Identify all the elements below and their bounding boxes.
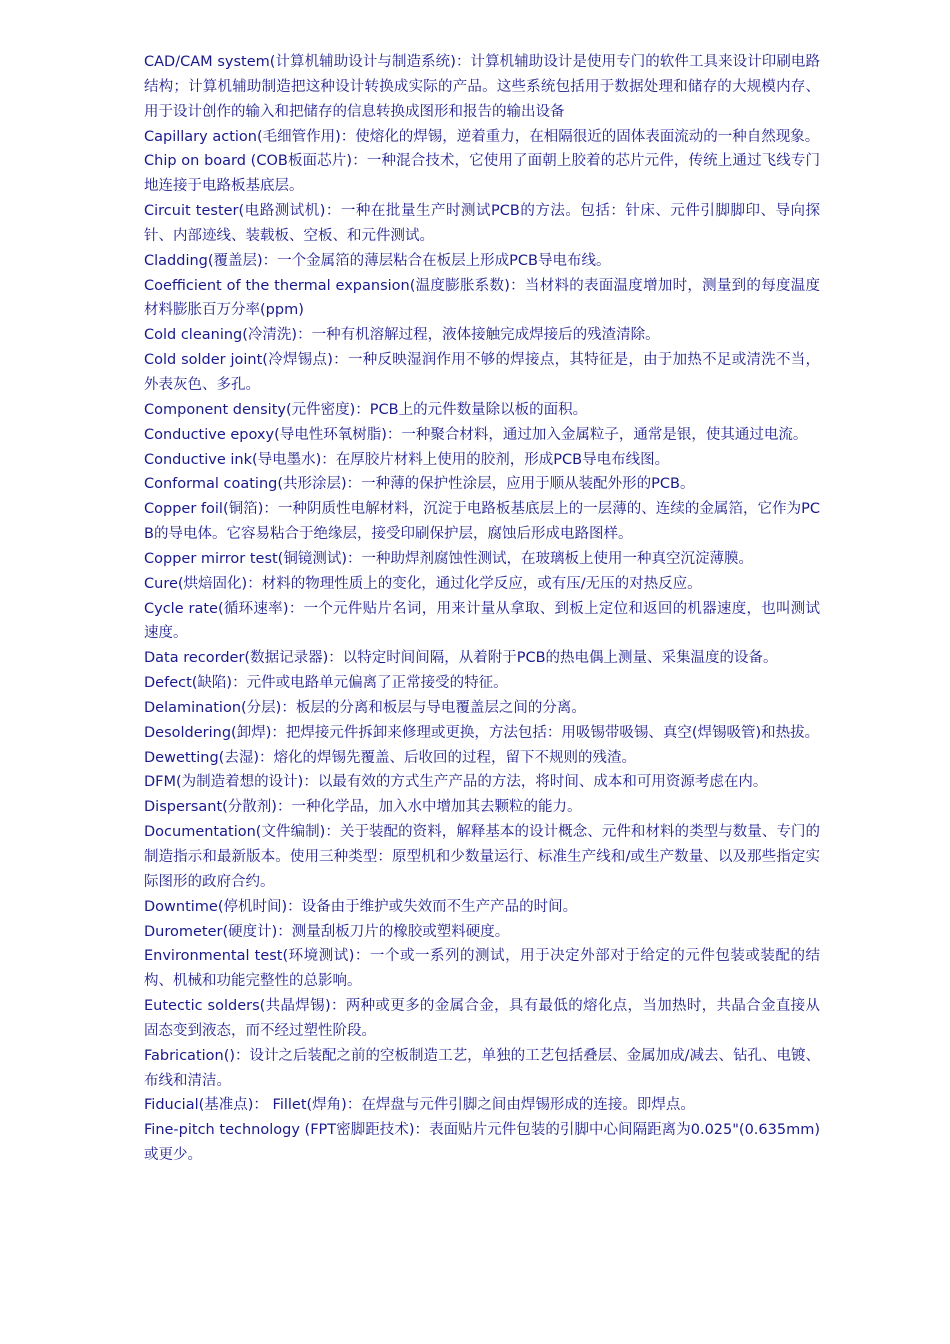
glossary-entry-copper-mirror-test: Copper mirror test(铜镜测试)：一种助焊剂腐蚀性测试，在玻璃板上使用一种真空沉淀薄膜。 (144, 550, 753, 567)
glossary-entry-conductive-epoxy: Conductive epoxy(导电性环氧树脂)：一种聚合材料，通过加入金属粒子，通常是银，使其通过电流。 (144, 426, 808, 443)
glossary-entry-delamination: Delamination(分层)：板层的分离和板层与导电覆盖层之间的分离。 (144, 699, 586, 716)
glossary-entry-environmental-test: Environmental test(环境测试)：一个或一系列的测试，用于决定外部对于给定的元件包装或装配的结构、机械和功能完整性的总影响。 (144, 948, 820, 990)
glossary-entry-copper-foil: Copper foil(铜箔)：一种阴质性电解材料，沉淀于电路板基底层上的一层薄的、连续的金属箔，它作为PCB的导电体。它容易粘合于绝缘层，接受印刷保护层，腐蚀后形成电路图样。 (144, 501, 820, 543)
glossary-entry-fiducial-fillet: Fiducial(基准点)： Fillet(焊角)：在焊盘与元件引脚之间由焊锡形成的连接。即焊点。 (144, 1097, 695, 1114)
glossary-entry-cold-solder-joint: Cold solder joint(冷焊锡点)：一种反映湿润作用不够的焊接点，其特征是，由于加热不足或清洗不当，外表灰色、多孔。 (144, 352, 820, 393)
glossary-entry-conductive-ink: Conductive ink(导电墨水)：在厚胶片材料上使用的胶剂，形成PCB导电布线图。 (144, 451, 670, 468)
glossary-document (144, 50, 820, 1168)
glossary-entry-cold-cleaning: Cold cleaning(冷清洗)：一种有机溶解过程，液体接触完成焊接后的残渣清除。 (144, 327, 660, 344)
glossary-entry-downtime: Downtime(停机时间)：设备由于维护或失效而不生产产品的时间。 (144, 898, 578, 915)
glossary-entry-cad-cam-system: CAD/CAM system(计算机辅助设计与制造系统)：计算机辅助设计是使用专门的软件工具来设计印刷电路结构；计算机辅助制造把这种设计转换成实际的产品。这些系统包括用于数据处理和储存的大规模内存、用于设计创作的输入和把储存的信息转换成图形和报告的输出设备 (144, 54, 820, 120)
glossary-entry-cure: Cure(烘焙固化)：材料的物理性质上的变化，通过化学反应，或有压/无压的对热反应。 (144, 575, 702, 592)
glossary-entry-eutectic-solders: Eutectic solders(共晶焊锡)：两种或更多的金属合金，具有最低的熔化点，当加热时，共晶合金直接从固态变到液态，而不经过塑性阶段。 (144, 998, 820, 1039)
glossary-entry-fabrication: Fabrication()：设计之后装配之前的空板制造工艺，单独的工艺包括叠层、金属加成/减去、钻孔、电镀、布线和清洁。 (144, 1047, 820, 1089)
glossary-entry-cladding: Cladding(覆盖层)：一个金属箔的薄层粘合在板层上形成PCB导电布线。 (144, 252, 611, 269)
glossary-entry-circuit-tester: Circuit tester(电路测试机)：一种在批量生产时测试PCB的方法。包括：针床、元件引脚脚印、导向探针、内部迹线、装载板、空板、和元件测试。 (144, 203, 820, 244)
glossary-entry-dewetting: Dewetting(去湿)：熔化的焊锡先覆盖、后收回的过程，留下不规则的残渣。 (144, 749, 636, 766)
glossary-entry-documentation: Documentation(文件编制)：关于装配的资料，解释基本的设计概念、元件和材料的类型与数量、专门的制造指示和最新版本。使用三种类型：原型机和少数量运行、标准生产线和/或生产数量、以及那些指定实际图形的政府合约。 (144, 824, 820, 890)
glossary-entry-conformal-coating: Conformal coating(共形涂层)：一种薄的保护性涂层，应用于顺从装配外形的PCB。 (144, 476, 695, 493)
glossary-entry-data-recorder: Data recorder(数据记录器)：以特定时间间隔，从着附于PCB的热电偶上测量、采集温度的设备。 (144, 650, 778, 667)
glossary-entry-fine-pitch-technology: Fine-pitch technology (FPT密脚距技术)：表面贴片元件包装的引脚中心间隔距离为0.025"(0.635mm)或更少。 (144, 1122, 820, 1164)
glossary-entry-capillary-action: Capillary action(毛细管作用)：使熔化的焊锡，逆着重力，在相隔很近的固体表面流动的一种自然现象。 (144, 128, 820, 145)
glossary-entry-cycle-rate: Cycle rate(循环速率)：一个元件贴片名词，用来计量从拿取、到板上定位和返回的机器速度，也叫测试速度。 (144, 600, 820, 642)
glossary-entry-thermal-expansion: Coefficient of the thermal expansion(温度膨胀系数)：当材料的表面温度增加时，测量到的每度温度材料膨胀百万分率(ppm) (144, 277, 820, 319)
glossary-entry-desoldering: Desoldering(卸焊)：把焊接元件拆卸来修理或更换，方法包括：用吸锡带吸锡、真空(焊锡吸管)和热拔。 (144, 724, 820, 741)
glossary-entry-defect: Defect(缺陷)：元件或电路单元偏离了正常接受的特征。 (144, 675, 508, 692)
glossary-entry-dispersant: Dispersant(分散剂)：一种化学品，加入水中增加其去颗粒的能力。 (144, 799, 582, 816)
glossary-entry-dfm: DFM(为制造着想的设计)：以最有效的方式生产产品的方法，将时间、成本和可用资源考虑在内。 (144, 774, 768, 791)
glossary-entry-chip-on-board: Chip on board (COB板面芯片)：一种混合技术，它使用了面朝上胶着的芯片元件，传统上通过飞线专门地连接于电路板基底层。 (144, 153, 820, 195)
glossary-entry-durometer: Durometer(硬度计)：测量刮板刀片的橡胶或塑料硬度。 (144, 923, 510, 940)
glossary-entry-component-density: Component density(元件密度)：PCB上的元件数量除以板的面积。 (144, 401, 588, 418)
